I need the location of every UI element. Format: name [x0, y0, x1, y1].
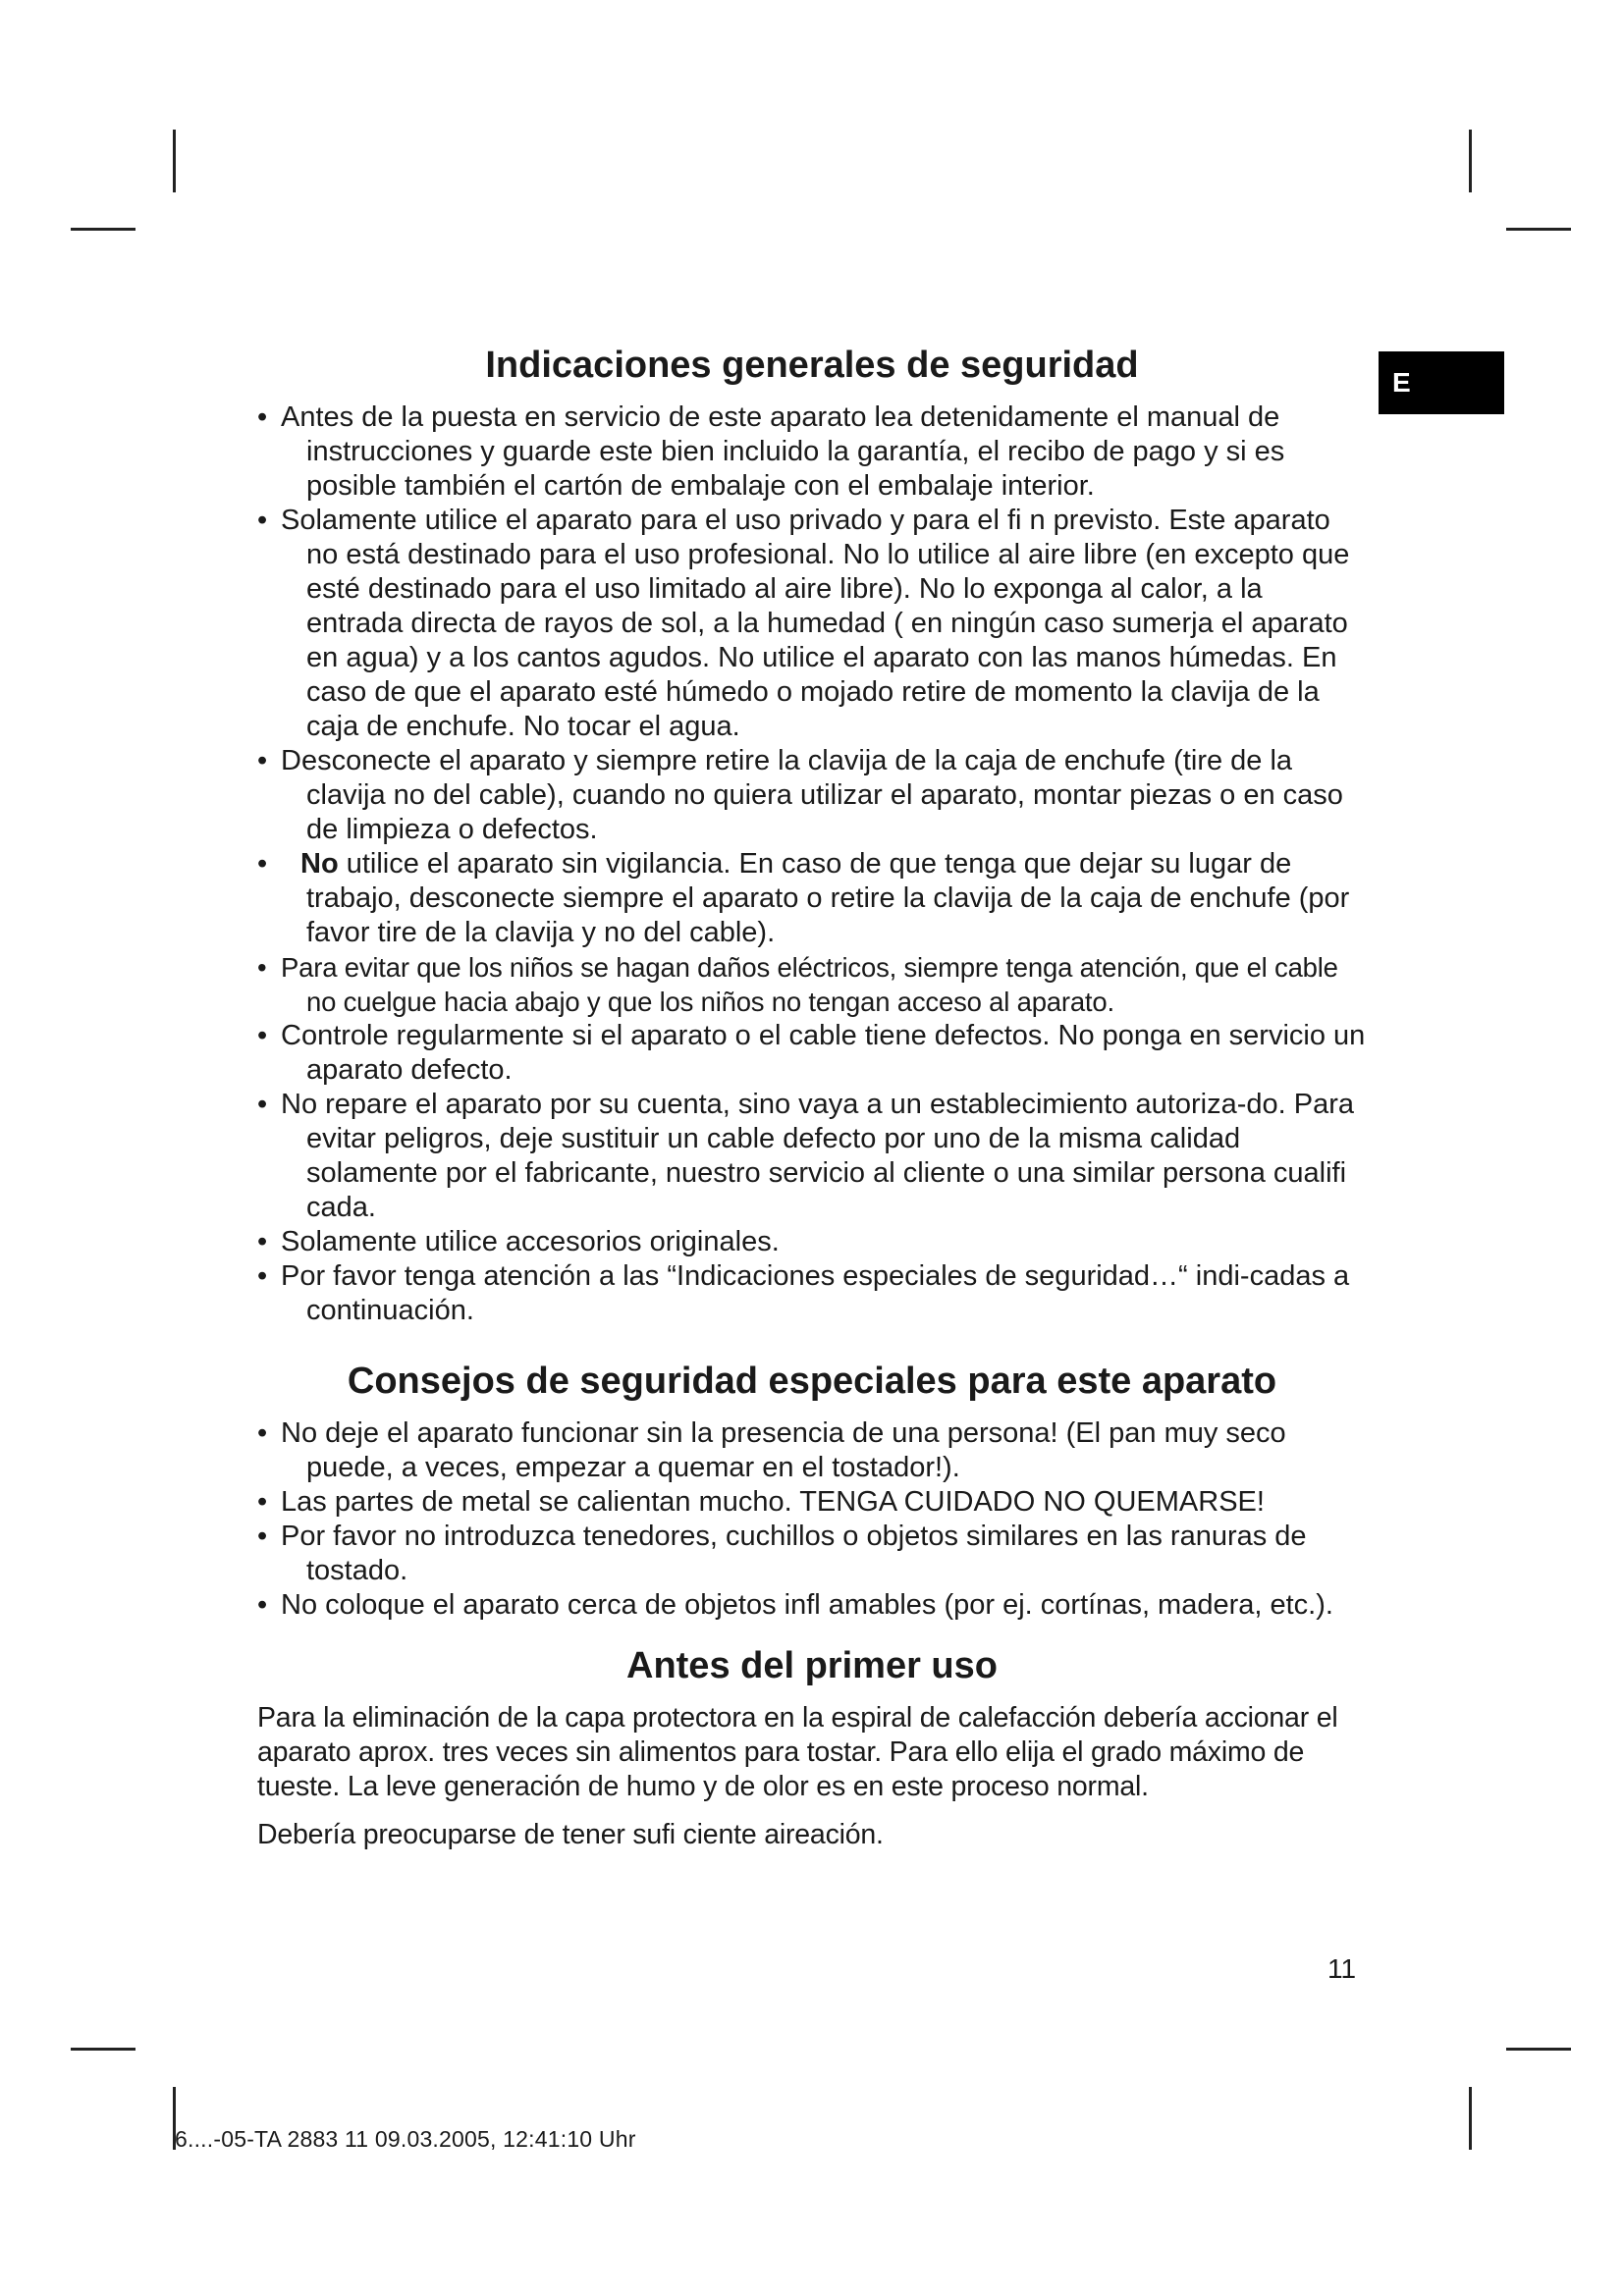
language-tab: E — [1379, 351, 1504, 414]
print-footer: 6....-05-TA 2883 11 09.03.2005, 12:41:10 Uhr — [175, 2126, 636, 2152]
list-item: • Antes de la puesta en servicio de este aparato lea detenidamente el manual de instrucciones y guarde este bien incluido la garantía, el recibo de pago y si es posible también el cartón de embalaje con el embalaje interior. — [257, 400, 1367, 504]
crop-mark-bottom-right-vertical — [1469, 2087, 1472, 2150]
crop-mark-top-right-horizontal — [1506, 228, 1571, 231]
general-safety-list — [257, 400, 1367, 1328]
list-item: • Desconecte el aparato y siempre retire la clavija de la caja de enchufe (tire de la clavija no del cable), cuando no quiera utilizar el aparato, montar piezas o en caso de limpieza o defectos. — [257, 744, 1367, 847]
special-safety-list — [257, 1416, 1367, 1623]
page-content — [257, 344, 1367, 1852]
crop-mark-top-right-vertical — [1469, 130, 1472, 192]
list-item: • Para evitar que los niños se hagan daños eléctricos, siempre tenga atención, que el cable no cuelgue hacia abajo y que los niños no tengan acceso al aparato. — [257, 950, 1367, 1019]
crop-mark-top-left-vertical — [173, 130, 176, 192]
section-title-general-safety: Indicaciones generales de seguridad — [485, 345, 1139, 386]
list-item: • No coloque el aparato cerca de objetos infl amables (por ej. cortínas, madera, etc.). — [257, 1588, 1367, 1623]
list-item: • Solamente utilice el aparato para el uso privado y para el fi n previsto. Este aparato no está destinado para el uso profesional. No lo utilice al aire libre (en excepto que esté destinado para el uso limitado al aire libre). No lo exponga al calor, a la entrada directa de rayos de sol, a la humedad ( en ningún caso sumerja el aparato en agua) y a los cantos agudos. No utilice el aparato con las manos húmedas. En caso de que el aparato esté húmedo o mojado retire de momento la clavija de la caja de enchufe. No tocar el agua. — [257, 504, 1367, 744]
crop-mark-bottom-right-horizontal — [1506, 2048, 1571, 2051]
section-special-safety — [257, 1360, 1367, 1623]
paragraph: Debería preocuparse de tener sufi ciente aireación. — [257, 1819, 884, 1850]
section-title-special-safety: Consejos de seguridad especiales para este aparato — [347, 1361, 1277, 1402]
crop-mark-bottom-left-horizontal — [71, 2048, 135, 2051]
list-item-text: utilice el aparato sin vigilancia. En caso de que tenga que dejar su lugar de trabajo, desconecte siempre el aparato o retire la clavija de la caja de enchufe (por favor tire de la clavija y no del cable). — [306, 848, 1350, 948]
list-item: • Por favor no introduzca tenedores, cuchillos o objetos similares en las ranuras de tostado. — [257, 1520, 1367, 1588]
paragraph: Para la eliminación de la capa protectora en la espiral de calefacción debería accionar el aparato aprox. tres veces sin alimentos para tostar. Para ello elija el grado máximo de tueste. La leve generación de humo y de olor es en este proceso normal. — [257, 1702, 1338, 1802]
section-general-safety — [257, 344, 1367, 1328]
list-item: • Controle regularmente si el aparato o el cable tiene defectos. No ponga en servicio un aparato defecto. — [257, 1019, 1367, 1088]
list-item: • Por favor tenga atención a las “Indicaciones especiales de seguridad…“ indi-cadas a continuación. — [257, 1259, 1367, 1328]
list-item: • Las partes de metal se calientan mucho. TENGA CUIDADO NO QUEMARSE! — [257, 1485, 1367, 1520]
page-number: 11 — [1327, 1953, 1357, 1984]
crop-mark-top-left-horizontal — [71, 228, 135, 231]
section-title-first-use: Antes del primer uso — [626, 1645, 998, 1686]
section-first-use — [257, 1644, 1367, 1852]
list-item: • Solamente utilice accesorios originales. — [257, 1225, 1367, 1259]
list-item: • No repare el aparato por su cuenta, sino vaya a un establecimiento autoriza-do. Para evitar peligros, deje sustituir un cable defecto por uno de la misma calidad solamente por el fabricante, nuestro servicio al cliente o una similar persona cualifi cada. — [257, 1088, 1367, 1225]
list-item — [257, 847, 1367, 950]
list-item: • No deje el aparato funcionar sin la presencia de una persona! (El pan muy seco puede, a veces, empezar a quemar en el tostador!). — [257, 1416, 1367, 1485]
list-item-bold-lead: No — [300, 848, 339, 880]
